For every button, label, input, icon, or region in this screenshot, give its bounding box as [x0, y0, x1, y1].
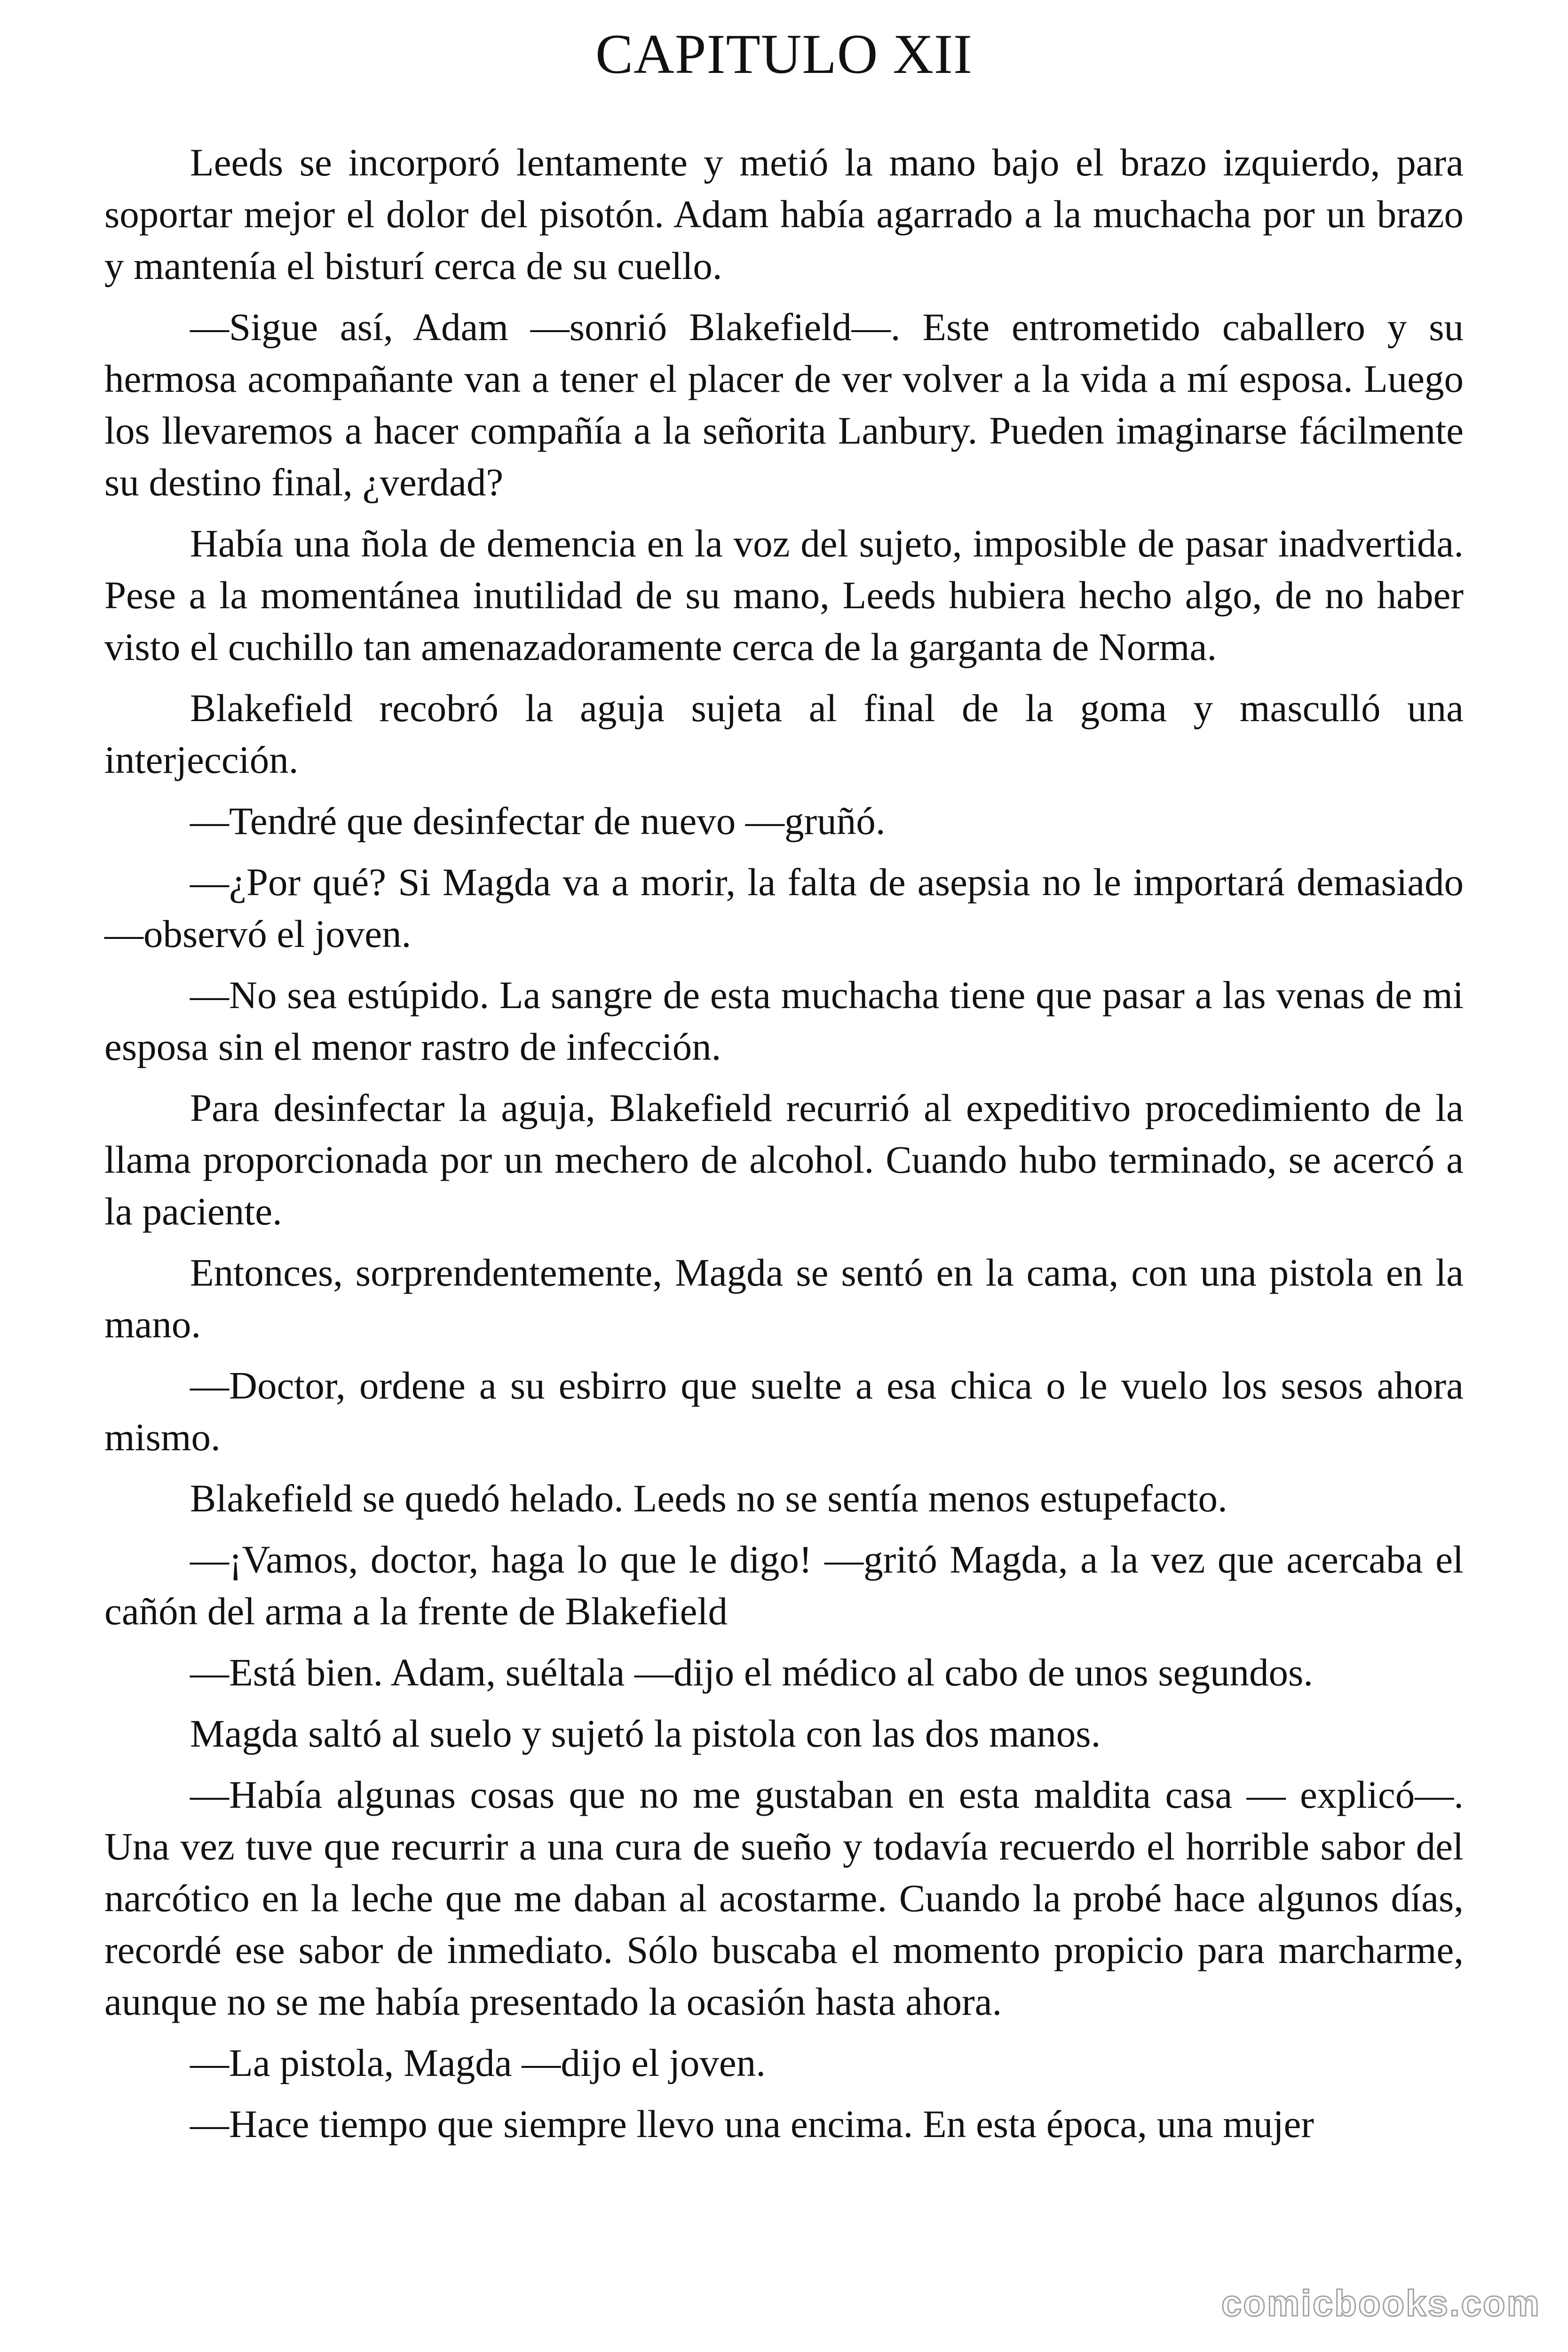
paragraph: —Sigue así, Adam —sonrió Blakefield—. Este entrometido caballero y su hermosa acompañante van a tener el placer de ver volver a la vida a mí esposa. Luego los llevaremos a hacer compañía a la señorita Lanbury. Pueden imaginarse fácilmente su destino final, ¿verdad?	[104, 305, 1464, 504]
paragraph: —Tendré que desinfectar de nuevo —gruñó.	[190, 799, 886, 842]
paragraph: Había una ñola de demencia en la voz del sujeto, imposible de pasar inadvertida. Pese a la momentánea inutilidad de su mano, Leeds hubiera hecho algo, de no haber visto el cuchillo tan amenazadoramente cerca de la garganta de Norma.	[104, 522, 1464, 668]
watermark-logo: comicbooks.com	[1221, 2282, 1541, 2324]
paragraph: —Está bien. Adam, suéltala —dijo el médico al cabo de unos segundos.	[190, 1651, 1314, 1694]
chapter-body	[104, 136, 1464, 2159]
paragraph: Blakefield recobró la aguja sujeta al final de la goma y masculló una interjección.	[104, 686, 1464, 781]
paragraph: —¿Por qué? Si Magda va a morir, la falta de asepsia no le importará demasiado —observó el joven.	[104, 860, 1464, 955]
paragraph: Blakefield se quedó helado. Leeds no se sentía menos estupefacto.	[190, 1477, 1227, 1520]
paragraph: Magda saltó al suelo y sujetó la pistola con las dos manos.	[190, 1712, 1101, 1755]
chapter-title: CAPITULO XII	[595, 23, 973, 85]
paragraph: Leeds se incorporó lentamente y metió la mano bajo el brazo izquierdo, para soportar mejor el dolor del pisotón. Adam había agarrado a la muchacha por un brazo y mantenía el bisturí cerca de su cuello.	[104, 141, 1464, 287]
paragraph: Entonces, sorprendentemente, Magda se sentó en la cama, con una pistola en la mano.	[104, 1251, 1464, 1346]
paragraph: Para desinfectar la aguja, Blakefield recurrió al expeditivo procedimiento de la llama proporcionada por un mechero de alcohol. Cuando hubo terminado, se acercó a la paciente.	[104, 1086, 1464, 1233]
paragraph: —Hace tiempo que siempre llevo una encima. En esta época, una mujer	[190, 2102, 1314, 2145]
paragraph: —¡Vamos, doctor, haga lo que le digo! —gritó Magda, a la vez que acercaba el cañón del arma a la frente de Blakefield	[104, 1538, 1464, 1633]
paragraph: —La pistola, Magda —dijo el joven.	[190, 2041, 766, 2084]
paragraph: —Había algunas cosas que no me gustaban en esta maldita casa — explicó—. Una vez tuve que recurrir a una cura de sueño y todavía recuerdo el horrible sabor del narcótico en la leche que me daban al acostarme. Cuando la probé hace algunos días, recordé ese sabor de inmediato. Sólo buscaba el momento propicio para marcharme, aunque no se me había presentado la ocasión hasta ahora.	[104, 1773, 1464, 2023]
paragraph: —Doctor, ordene a su esbirro que suelte a esa chica o le vuelo los sesos ahora mismo.	[104, 1364, 1464, 1459]
paragraph: —No sea estúpido. La sangre de esta muchacha tiene que pasar a las venas de mi esposa sin el menor rastro de infección.	[104, 973, 1464, 1068]
